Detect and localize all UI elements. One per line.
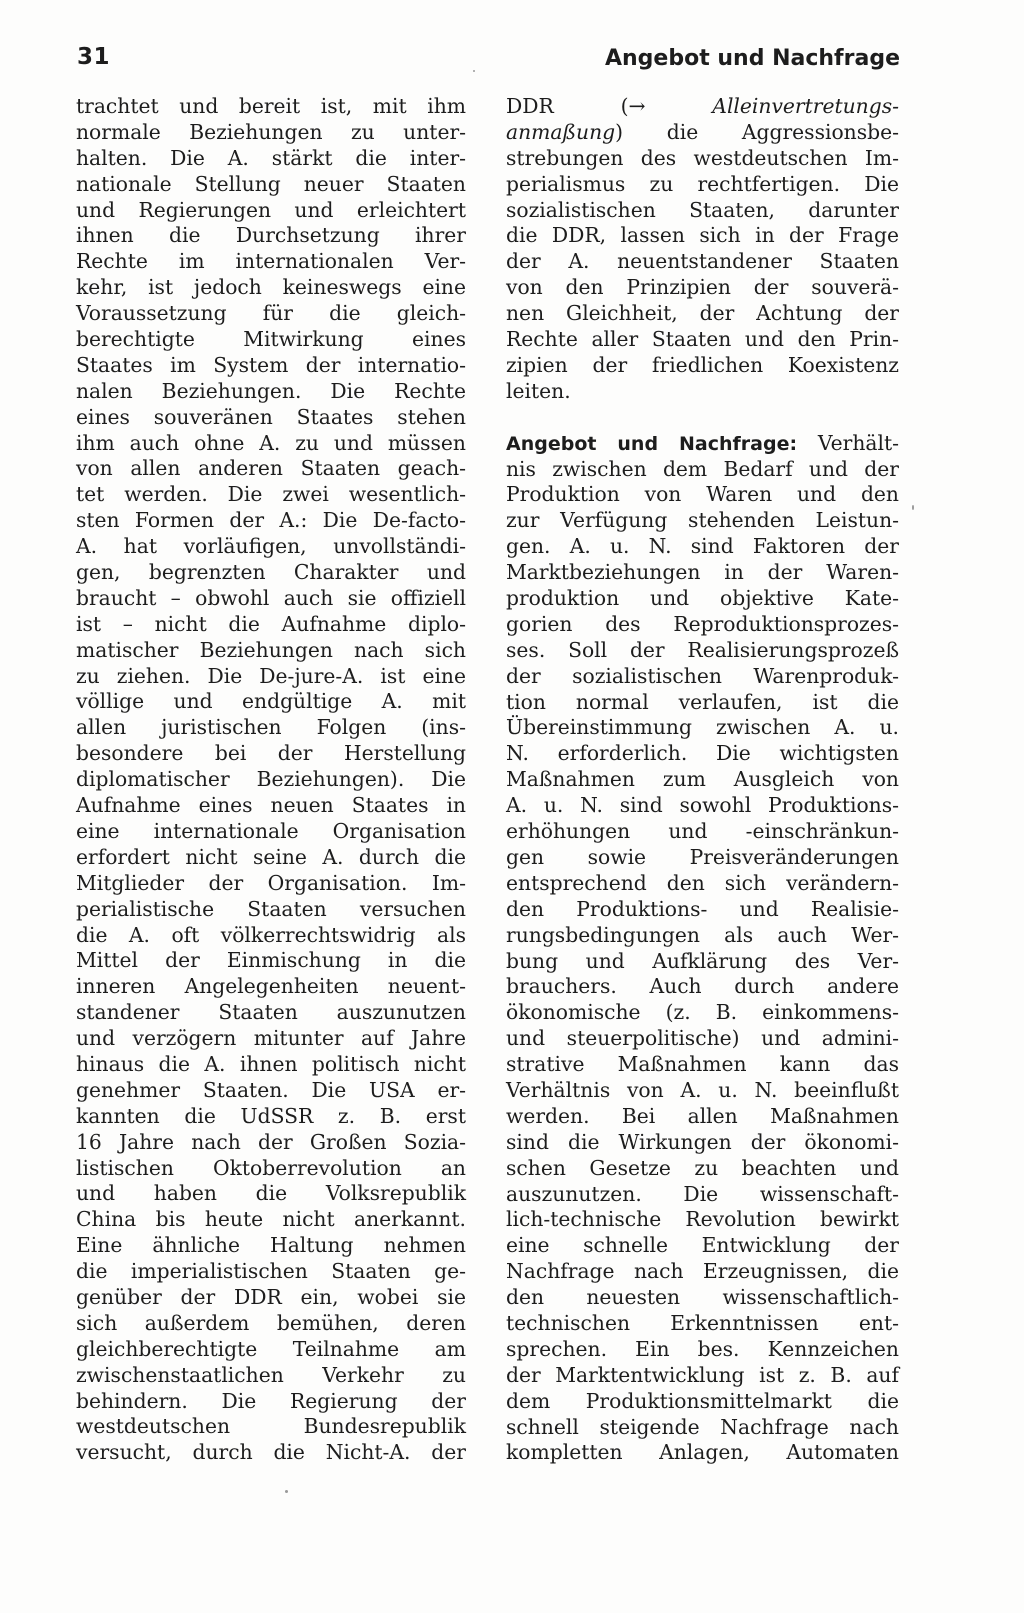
- text-line: halten. Die A. stärkt die inter-: [76, 145, 466, 170]
- print-speck: [285, 1490, 288, 1493]
- text-line: tet werden. Die zwei wesentlich-: [76, 482, 466, 507]
- text-line: trachtet und bereit ist, mit ihm: [76, 94, 466, 118]
- text-line: besondere bei der Herstellung: [76, 741, 466, 766]
- text-line: Nachfrage nach Erzeugnissen, die: [506, 1259, 899, 1284]
- text-line: Marktbeziehungen in der Waren-: [506, 560, 899, 585]
- running-head: Angebot und Nachfrage: [604, 46, 900, 71]
- text-line: DDR (→ Alleinvertretungs-: [506, 94, 899, 118]
- text-line: nationale Stellung neuer Staaten: [76, 171, 466, 196]
- text-line: zipien der friedlichen Koexistenz: [506, 352, 899, 377]
- text-line: ihm auch ohne A. zu und müssen: [76, 430, 466, 455]
- text-line: ist – nicht die Aufnahme diplo-: [76, 611, 466, 636]
- text-line: von den Prinzipien der souverä-: [506, 275, 899, 300]
- text-line: Eine ähnliche Haltung nehmen: [76, 1233, 466, 1258]
- text-line: N. erforderlich. Die wichtigsten: [506, 741, 899, 766]
- text-line: perialismus zu rechtfertigen. Die: [506, 171, 899, 196]
- text-line: gorien des Reproduktionsprozes-: [506, 611, 899, 636]
- text-line: gleichberechtigte Teilnahme am: [76, 1336, 466, 1361]
- text-line: hinaus die A. ihnen politisch nicht: [76, 1051, 466, 1076]
- text-line: A. hat vorläufigen, unvollständi-: [76, 534, 466, 559]
- text-line: und steuerpolitische) und admini-: [506, 1026, 899, 1051]
- text-line: Produktion von Waren und den: [506, 482, 899, 507]
- text-line: technischen Erkenntnissen ent-: [506, 1310, 899, 1335]
- text-line: gen. A. u. N. sind Faktoren der: [506, 534, 899, 559]
- text-line: tion normal verlaufen, ist die: [506, 689, 899, 714]
- text-line: produktion und objektive Kate-: [506, 586, 899, 611]
- text-line: listischen Oktoberrevolution an: [76, 1155, 466, 1180]
- text-line: sprechen. Ein bes. Kennzeichen: [506, 1336, 899, 1361]
- text-line: China bis heute nicht anerkannt.: [76, 1207, 466, 1232]
- text-line: von allen anderen Staaten geach-: [76, 456, 466, 481]
- text-line: allen juristischen Folgen (ins-: [76, 715, 466, 740]
- text-line: Staates im System der internatio-: [76, 352, 466, 377]
- text-line: ses. Soll der Realisierungsprozeß: [506, 637, 899, 662]
- text-line: Mitglieder der Organisation. Im-: [76, 870, 466, 895]
- text-line: Maßnahmen zum Ausgleich von: [506, 767, 899, 792]
- text-line: der A. neuentstandener Staaten: [506, 249, 899, 274]
- text-line: erfordert nicht seine A. durch die: [76, 844, 466, 869]
- text-line: genehmer Staaten. Die USA er-: [76, 1077, 466, 1102]
- text-line: eine schnelle Entwicklung der: [506, 1233, 899, 1258]
- cross-reference: anmaßung: [506, 119, 616, 144]
- text-line: Verhältnis von A. u. N. beeinflußt: [506, 1077, 899, 1102]
- text-line: kompletten Anlagen, Automaten: [506, 1440, 899, 1465]
- text-line: erhöhungen und -einschränkun-: [506, 819, 899, 844]
- print-speck: [473, 70, 475, 72]
- text-line: den Produktions- und Realisie-: [506, 896, 899, 921]
- text-line: eine internationale Organisation: [76, 818, 466, 843]
- text-line: rungsbedingungen als auch Wer-: [506, 922, 899, 947]
- text-line: und haben die Volksrepublik: [76, 1181, 466, 1206]
- page-number: 31: [77, 44, 111, 70]
- text-line: ihnen die Durchsetzung ihrer: [76, 223, 466, 248]
- text-line: nen Gleichheit, der Achtung der: [506, 301, 899, 326]
- text-line: sozialistischen Staaten, darunter: [506, 197, 899, 222]
- text-line: Mittel der Einmischung in die: [76, 948, 466, 973]
- text-line: sind die Wirkungen der ökonomi-: [506, 1129, 899, 1154]
- text-line: dem Produktionsmittelmarkt die: [506, 1388, 899, 1413]
- text-line: und Regierungen und erleichtert: [76, 197, 466, 222]
- continued-entry-lines: [506, 146, 899, 405]
- text-line: 16 Jahre nach der Großen Sozia-: [76, 1129, 466, 1154]
- text-line: zu ziehen. Die De-jure-A. ist eine: [76, 663, 466, 688]
- text-line: inneren Angelegenheiten neuent-: [76, 974, 466, 999]
- text-line: schen Gesetze zu beachten und: [506, 1155, 899, 1180]
- text-line: standener Staaten auszunutzen: [76, 1000, 466, 1025]
- text-line: die DDR, lassen sich in der Frage: [506, 223, 899, 248]
- text-line: bung und Aufklärung des Ver-: [506, 948, 899, 973]
- text-line: gen, begrenzten Charakter und: [76, 560, 466, 585]
- continued-entry: [506, 94, 899, 405]
- text-line: kannten die UdSSR z. B. erst: [76, 1103, 466, 1128]
- text-line: Aufnahme eines neuen Staates in: [76, 793, 466, 818]
- text-line: Rechte im internationalen Ver-: [76, 249, 466, 274]
- text-line: strebungen des westdeutschen Im-: [506, 145, 899, 170]
- text-line: brauchers. Auch durch andere: [506, 974, 899, 999]
- text-line: westdeutschen Bundesrepublik: [76, 1414, 466, 1439]
- text-line: den neuesten wissenschaftlich-: [506, 1285, 899, 1310]
- text-line: nis zwischen dem Bedarf und der: [506, 456, 899, 481]
- text-line: Angebot und Nachfrage: Verhält-: [506, 430, 899, 455]
- text-line: und verzögern mitunter auf Jahre: [76, 1026, 466, 1051]
- text-line: leiten.: [506, 378, 571, 403]
- text-line: gen sowie Preisveränderungen: [506, 844, 899, 869]
- text-line: perialistische Staaten versuchen: [76, 896, 466, 921]
- text-line: lich-technische Revolution bewirkt: [506, 1207, 899, 1232]
- text-line: die imperialistischen Staaten ge-: [76, 1259, 466, 1284]
- text-line: eines souveränen Staates stehen: [76, 404, 466, 429]
- text-line: die A. oft völkerrechtswidrig als: [76, 922, 466, 947]
- text-line: Voraussetzung für die gleich-: [76, 301, 466, 326]
- text-line: Rechte aller Staaten und den Prin-: [506, 327, 899, 352]
- right-column: [506, 94, 899, 1466]
- text-line: genüber der DDR ein, wobei sie: [76, 1284, 466, 1309]
- print-speck: [912, 505, 914, 510]
- text-line: der Marktentwicklung ist z. B. auf: [506, 1362, 899, 1387]
- entry-headword: Angebot und Nachfrage:: [506, 432, 798, 455]
- text-line: behindern. Die Regierung der: [76, 1388, 466, 1413]
- cross-reference-arrow-icon: →: [628, 94, 646, 118]
- text-line: Übereinstimmung zwischen A. u.: [506, 715, 899, 740]
- text-line: zur Verfügung stehenden Leistun-: [506, 508, 899, 533]
- text-line: ökonomische (z. B. einkommens-: [506, 1000, 899, 1025]
- text-line: matischer Beziehungen nach sich: [76, 637, 466, 662]
- text-line: völlige und endgültige A. mit: [76, 689, 466, 714]
- text-line: sich außerdem bemühen, deren: [76, 1310, 466, 1335]
- entry-gap: [506, 405, 899, 431]
- text-line: versucht, durch die Nicht-A. der: [76, 1440, 466, 1465]
- text-line: entsprechend den sich verändern-: [506, 870, 899, 895]
- dictionary-entry: [506, 431, 899, 1467]
- text-line: A. u. N. sind sowohl Produktions-: [506, 793, 899, 818]
- text-line: kehr, ist jedoch keineswegs eine: [76, 275, 466, 300]
- text-line: zwischenstaatlichen Verkehr zu: [76, 1362, 466, 1387]
- cross-reference: Alleinvertretungs-: [712, 94, 899, 118]
- text-line: braucht – obwohl auch sie offiziell: [76, 585, 466, 610]
- text-line: der sozialistischen Warenproduk-: [506, 663, 899, 688]
- text-line: diplomatischer Beziehungen). Die: [76, 767, 466, 792]
- entry-body-lines: [506, 457, 899, 1467]
- text-line: berechtigte Mitwirkung eines: [76, 327, 466, 352]
- text-line: strative Maßnahmen kann das: [506, 1052, 899, 1077]
- left-column: [76, 94, 466, 1466]
- text-line: sten Formen der A.: Die De-facto-: [76, 508, 466, 533]
- text-line: anmaßung) die Aggressionsbe-: [506, 119, 899, 144]
- text-line: normale Beziehungen zu unter-: [76, 119, 466, 144]
- text-line: werden. Bei allen Maßnahmen: [506, 1103, 899, 1128]
- text-line: schnell steigende Nachfrage nach: [506, 1414, 899, 1439]
- text-line: auszunutzen. Die wissenschaft-: [506, 1181, 899, 1206]
- text-line: nalen Beziehungen. Die Rechte: [76, 378, 466, 403]
